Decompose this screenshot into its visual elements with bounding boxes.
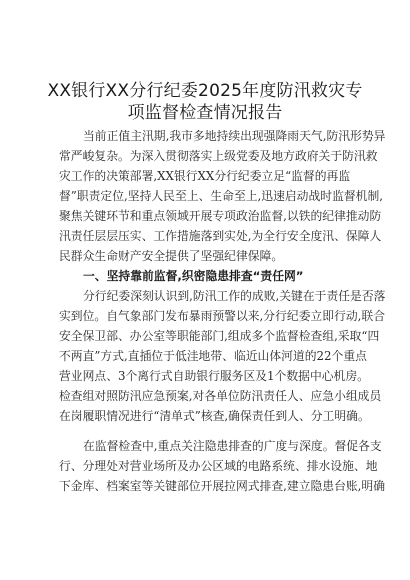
document-body	[59, 126, 386, 496]
document-title-line-2: 项监督检查情况报告	[127, 103, 283, 123]
text-line: 营业网点、3个离行式自助银行服务区及1个数据中心机房。	[59, 369, 369, 383]
text-line: 检查组对照防汛应急预案,对各单位防汛责任人、应急小组成员	[59, 389, 382, 403]
text-line: 民群众生命财产安全提供了坚强纪律保障。	[59, 249, 284, 263]
paragraph-spacer	[59, 426, 359, 436]
paragraph-inspection	[59, 436, 386, 496]
text-line: 分行纪委深刻认识到,防汛工作的成败,关键在于责任是否落	[83, 289, 386, 303]
text-line: 聚焦关键环节和重点领域开展专项政治监督,以铁的纪律推动防	[59, 209, 382, 223]
paragraph-section-1	[59, 286, 386, 426]
document-title-line-1: XX银行XX分行纪委2025年度防汛救灾专	[47, 81, 363, 101]
text-line: 下金库、档案室等关键部位开展拉网式排查,建立隐患台账,明确	[59, 479, 386, 493]
text-line: 督”职责定位,坚持人民至上、生命至上,迅速启动战时监督机制,	[59, 189, 384, 203]
text-line: 灾工作的决策部署,XX银行XX分行纪委立足“监督的再监	[59, 169, 351, 183]
text-line: 行、分理处对营业场所及办公区域的电路系统、排水设施、地	[59, 459, 378, 473]
text-line: 实到位。自气象部门发布暴雨预警以来,分行纪委立即行动,联合	[59, 309, 386, 323]
section-heading-1: 一、坚持靠前监督,织密隐患排查“责任网”	[83, 269, 304, 283]
text-line: 安全保卫部、办公室等职能部门,组成多个监督检查组,采取“四	[59, 329, 380, 343]
paragraph-intro	[59, 126, 386, 266]
text-line: 在岗履职情况进行“清单式”核查,确保责任到人、分工明确。	[59, 409, 370, 423]
text-line: 当前正值主汛期,我市多地持续出现强降雨天气,防汛形势异	[83, 129, 386, 143]
text-line: 在监督检查中,重点关注隐患排查的广度与深度。督促各支	[83, 439, 382, 453]
text-line: 汛责任层层压实、工作措施落到实处,为全行安全度汛、保障人	[59, 229, 382, 243]
text-line: 常严峻复杂。为深入贯彻落实上级党委及地方政府关于防汛救	[59, 149, 378, 163]
text-line: 不两直”方式,直插位于低洼地带、临近山体河道的22个重点	[59, 349, 367, 363]
